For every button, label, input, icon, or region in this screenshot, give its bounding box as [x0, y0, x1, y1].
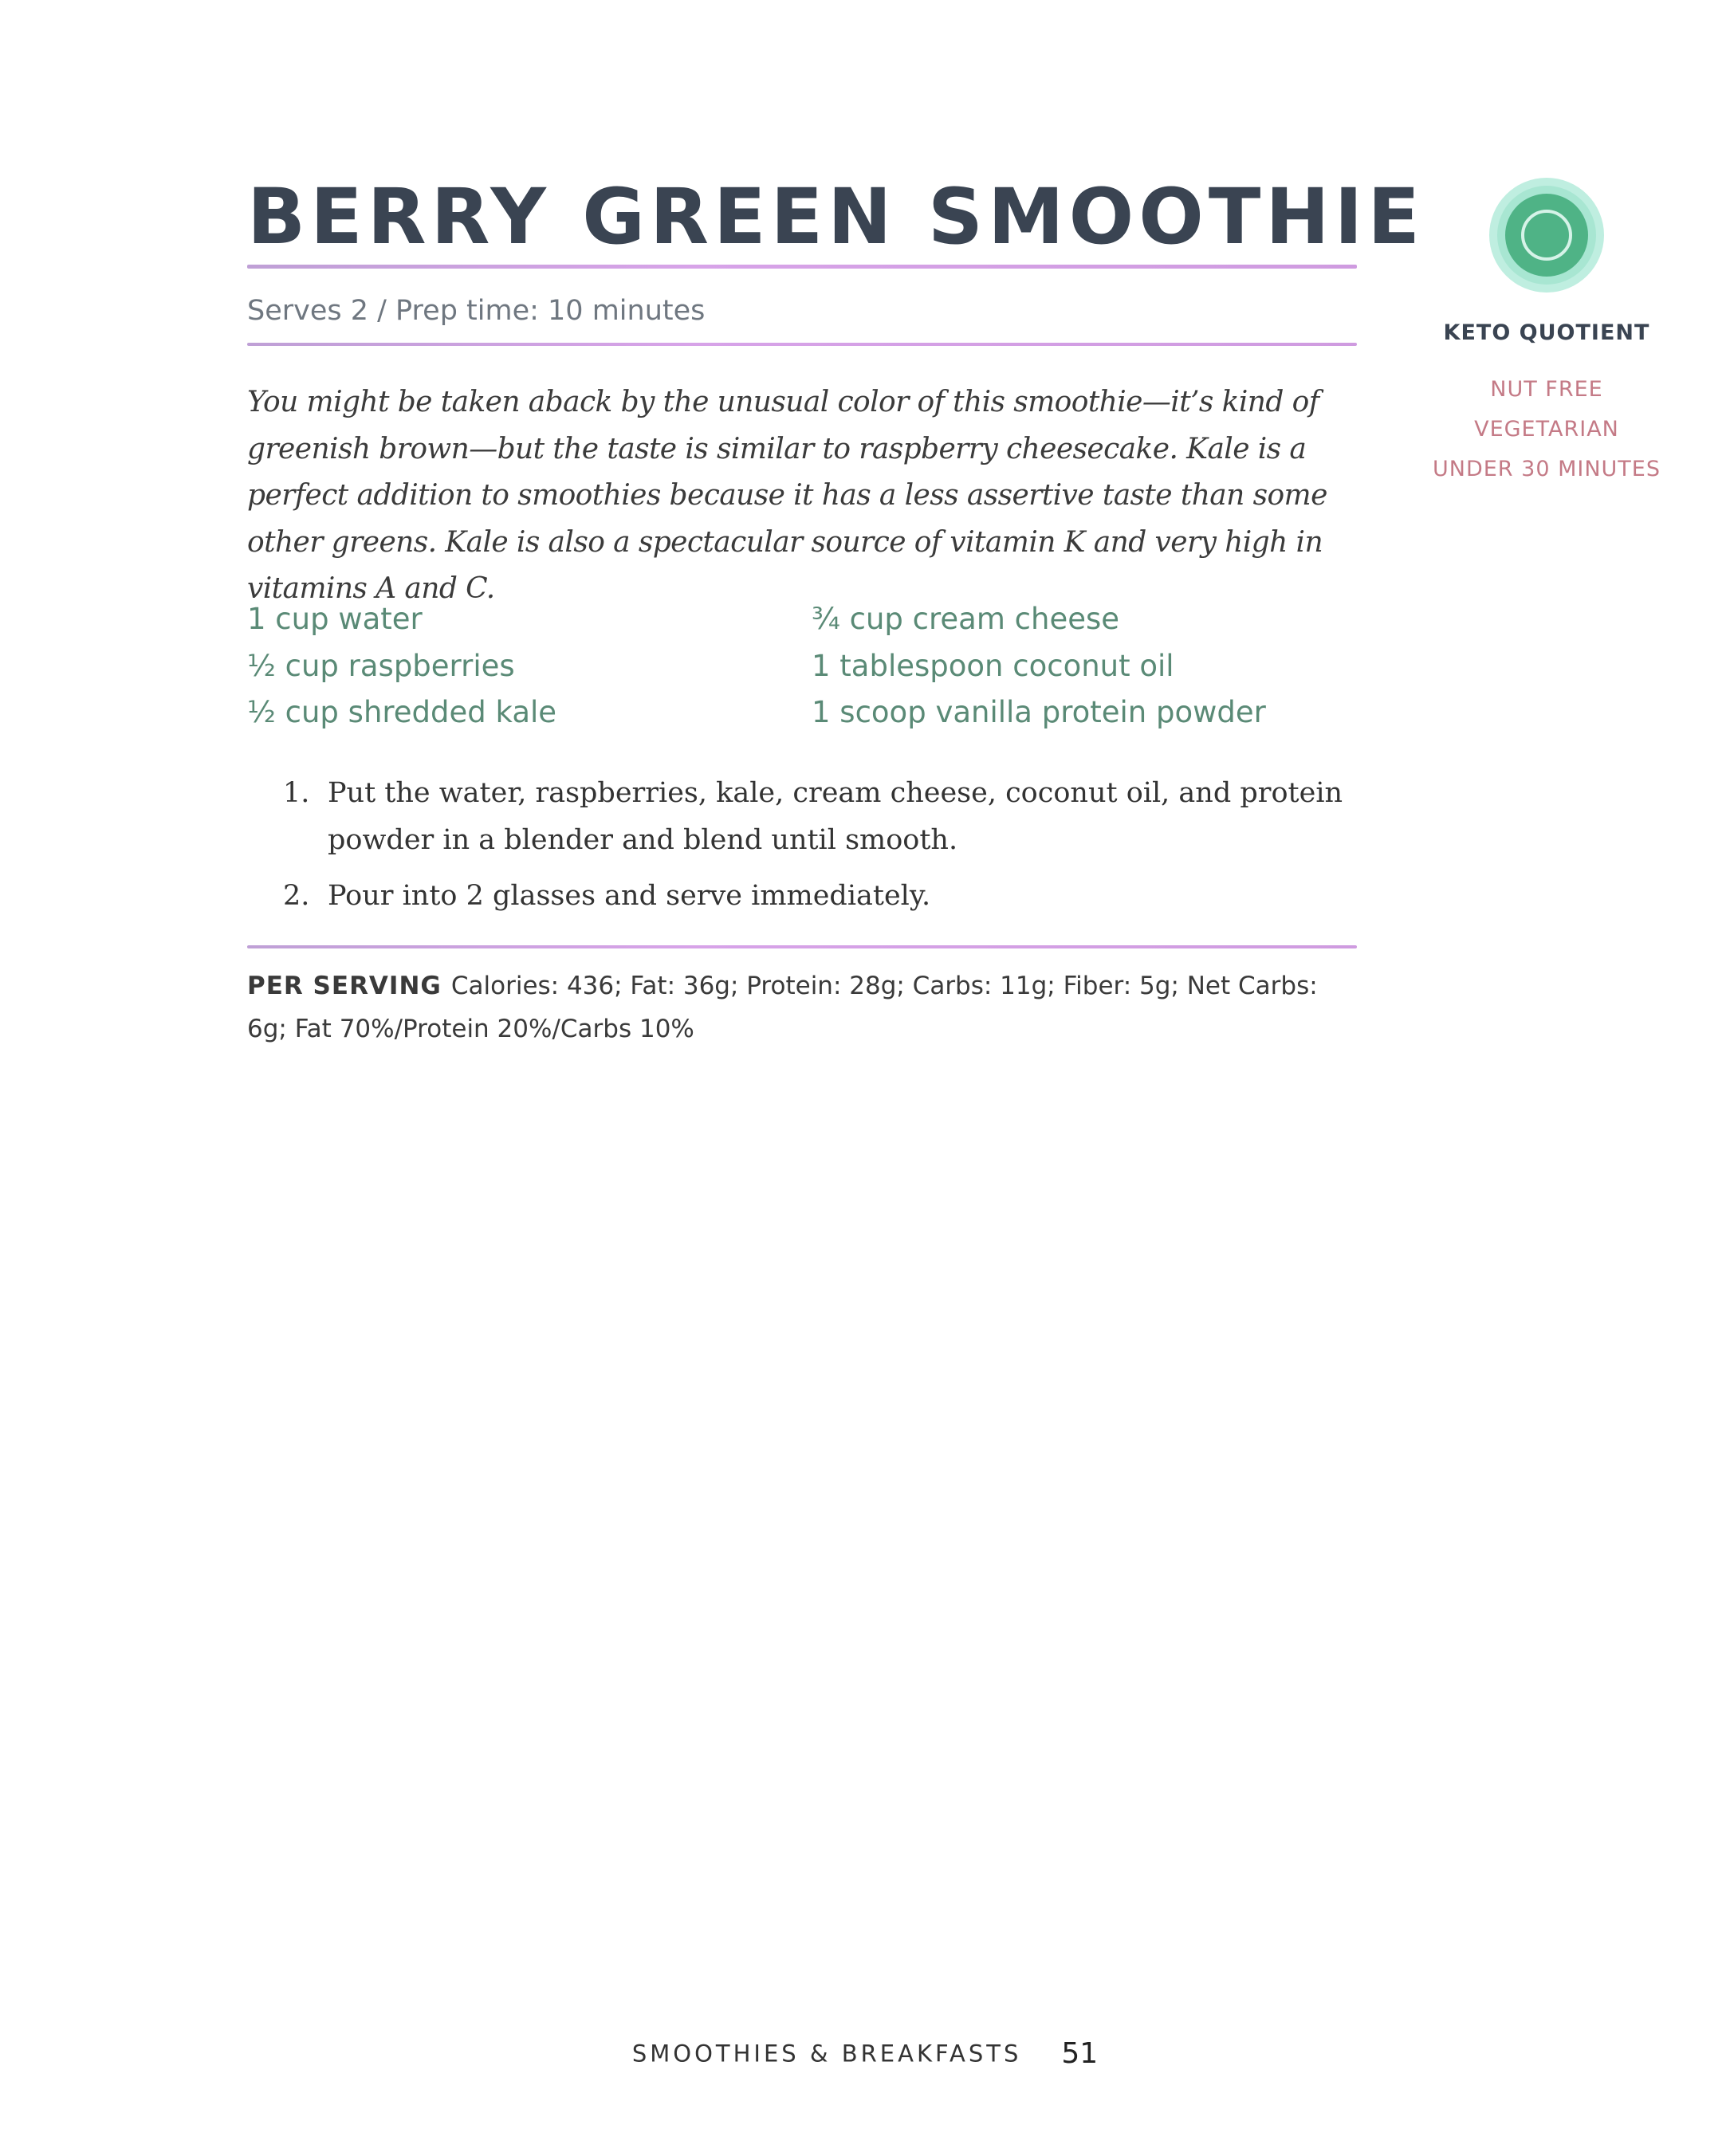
- step-text: Put the water, raspberries, kale, cream cheese, coconut oil, and protein powder in a blender and blend until smooth.: [328, 777, 1343, 856]
- step-text: Pour into 2 glasses and serve immediately.: [328, 880, 931, 912]
- ingredients-column-left: [247, 596, 556, 736]
- section-name: SMOOTHIES & BREAKFASTS: [631, 2040, 1022, 2068]
- recipe-step: [283, 770, 1351, 863]
- ingredient-item: 1 cup water: [247, 602, 423, 636]
- nutrition-text: Calories: 436; Fat: 36g; Protein: 28g; Carbs: 11g; Fiber: 5g; Net Carbs: 6g; Fat 70%/Protein 20%/Carbs 10%: [247, 972, 1318, 1043]
- diet-tag: VEGETARIAN: [1474, 417, 1619, 442]
- meta-divider: [247, 343, 1357, 346]
- recipe-title: BERRY GREEN SMOOTHIE: [247, 172, 1425, 261]
- recipe-step: [283, 873, 1351, 920]
- ingredient-item: 1 tablespoon coconut oil: [812, 648, 1174, 683]
- ingredient-item: ¾ cup cream cheese: [812, 602, 1120, 636]
- keto-quotient-circle-icon: [1487, 175, 1606, 295]
- diet-tag: UNDER 30 MINUTES: [1433, 457, 1661, 481]
- nutrition-divider: [247, 945, 1357, 948]
- diet-tag: NUT FREE: [1490, 377, 1603, 402]
- step-number: 2.: [283, 880, 310, 912]
- ingredients-list: [247, 596, 1363, 740]
- step-number: 1.: [283, 777, 310, 809]
- serving-info: Serves 2 / Prep time: 10 minutes: [247, 295, 706, 327]
- recipe-sidebar: [1419, 175, 1674, 489]
- diet-tags: [1419, 370, 1674, 489]
- nutrition-info: [247, 964, 1363, 1051]
- title-divider: [247, 265, 1357, 269]
- ingredient-item: 1 scoop vanilla protein powder: [812, 695, 1266, 729]
- ingredient-item: ½ cup shredded kale: [247, 695, 557, 729]
- ingredients-column-right: [812, 596, 1266, 736]
- page-footer: [0, 2037, 1730, 2070]
- recipe-intro: You might be taken aback by the unusual color of this smoothie—it’s kind of greenish brown—but the taste is similar to raspberry cheesecake. Kale is a perfect addition to smoothies because it has a less assertive taste than some other greens. Kale is also a spectacular source of vitamin K and very high in vitamins A and C.: [247, 386, 1327, 605]
- page-number: 51: [1061, 2037, 1099, 2070]
- keto-quotient-label: KETO QUOTIENT: [1443, 320, 1650, 345]
- nutrition-label: PER SERVING: [247, 972, 442, 1000]
- recipe-steps: [283, 770, 1351, 929]
- ingredient-item: ½ cup raspberries: [247, 648, 515, 683]
